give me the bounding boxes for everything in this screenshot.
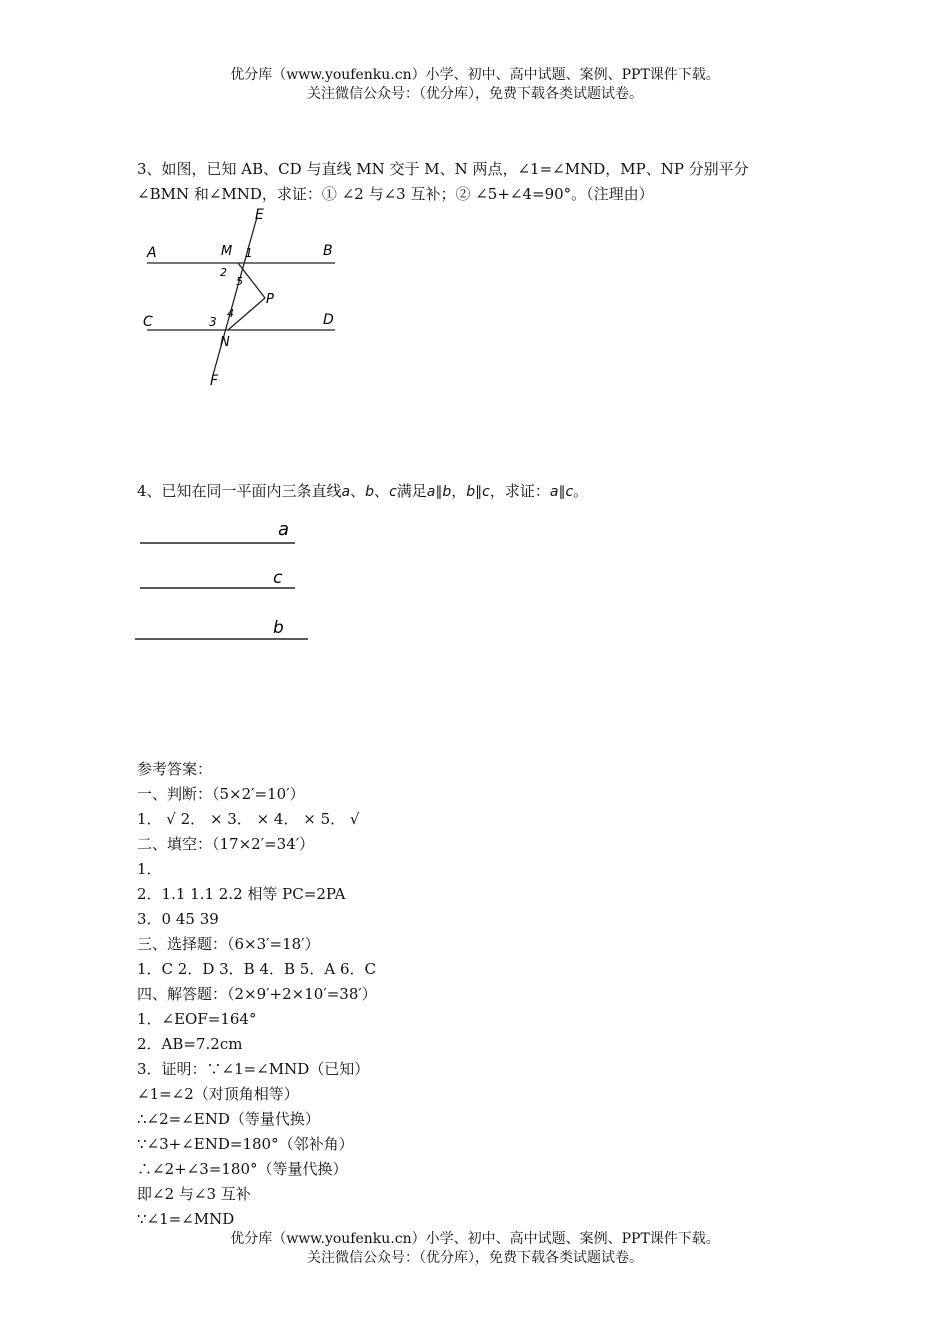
- answer-line: 1．∠EOF=164°: [137, 1010, 257, 1028]
- label-4: 4: [227, 307, 234, 320]
- answer-line: 二、填空：（17×2′=34′）: [137, 835, 315, 853]
- question-3-line-2: ∠BMN 和∠MND，求证：① ∠2 与∠3 互补；② ∠5+∠4=90°。（注理由）: [137, 185, 654, 203]
- relation-b-c: b∥c: [466, 484, 490, 500]
- footer-line-1: 优分库（www.youfenku.cn）小学、初中、高中试题、案例、PPT课件下载。: [230, 1231, 720, 1247]
- label-line-b: b: [273, 618, 284, 638]
- line-ef: [213, 217, 257, 375]
- question-3-figure: [135, 205, 345, 395]
- label-5: 5: [236, 275, 243, 288]
- label-e: E: [255, 207, 264, 223]
- var-c: c: [389, 484, 397, 500]
- question-4-intro: 4、已知在同一平面内三条直线: [137, 482, 342, 500]
- answer-section: [137, 757, 837, 1232]
- label-line-c: c: [273, 568, 283, 588]
- sep-2: 、: [374, 482, 390, 500]
- end-mark: 。: [573, 482, 589, 500]
- relation-a-b: a∥b: [426, 484, 452, 500]
- var-b: b: [365, 484, 375, 500]
- question-4-line: [137, 479, 817, 505]
- label-a: A: [147, 245, 157, 261]
- answer-line: 2．1.1 1.1 2.2 相等 PC=2PA: [137, 885, 346, 903]
- answer-line: 一、判断：（5×2′=10′）: [137, 785, 305, 803]
- label-2: 2: [220, 266, 227, 279]
- answer-line: 参考答案：: [137, 760, 213, 778]
- question-3-line-1: 3、如图，已知 AB、CD 与直线 MN 交于 M、N 两点，∠1=∠MND，MP、NP 分别平分: [137, 160, 749, 178]
- label-d: D: [323, 312, 334, 328]
- header-line-1: 优分库（www.youfenku.cn）小学、初中、高中试题、案例、PPT课件下载。: [230, 67, 720, 83]
- answer-line: 四、解答题：（2×9′+2×10′=38′）: [137, 985, 377, 1003]
- answer-line: ∠1=∠2（对顶角相等）: [137, 1085, 299, 1103]
- relation-a-c: a∥c: [549, 484, 574, 500]
- label-b: B: [323, 243, 333, 259]
- answer-line: 3．0 45 39: [137, 910, 219, 928]
- prove-text: ，求证：: [489, 482, 550, 500]
- label-m: M: [221, 244, 233, 259]
- answer-line: 3．证明：∵∠1=∠MND（已知）: [137, 1060, 370, 1078]
- comma: ，: [451, 482, 467, 500]
- answer-line: 即∠2 与∠3 互补: [137, 1185, 251, 1203]
- var-a: a: [341, 484, 351, 500]
- header-line-2: 关注微信公众号：（优分库），免费下载各类试题试卷。: [307, 86, 643, 102]
- question-3: [137, 157, 817, 207]
- sep-1: 、: [350, 482, 366, 500]
- page-footer: [0, 1230, 950, 1268]
- answer-line: ∴∠2+∠3=180°（等量代换）: [137, 1160, 348, 1178]
- label-3: 3: [209, 315, 217, 329]
- answer-line: 1．C 2．D 3．B 4．B 5．A 6．C: [137, 960, 376, 978]
- answer-line: ∵∠3+∠END=180°（邻补角）: [137, 1135, 354, 1153]
- footer-line-2: 关注微信公众号：（优分库），免费下载各类试题试卷。: [307, 1250, 643, 1266]
- label-line-a: a: [278, 519, 290, 540]
- answer-line: ∴∠2=∠END（等量代换）: [137, 1110, 320, 1128]
- answer-line: 1．: [137, 860, 162, 878]
- answer-line: 三、选择题：（6×3′=18′）: [137, 935, 320, 953]
- question-4: [137, 479, 817, 505]
- label-p: P: [266, 292, 274, 307]
- answer-line: 1． √ 2． × 3． × 4． × 5． √: [137, 810, 360, 828]
- label-1: 1: [245, 246, 253, 260]
- label-n: N: [220, 335, 230, 350]
- answer-line: 2．AB=7.2cm: [137, 1035, 243, 1053]
- label-c: C: [143, 314, 153, 330]
- label-f: F: [210, 373, 219, 389]
- satisfy-text: 满足: [396, 482, 427, 500]
- page-header: [0, 66, 950, 104]
- question-4-figure: [130, 513, 320, 648]
- answer-line: ∵∠1=∠MND: [137, 1210, 235, 1228]
